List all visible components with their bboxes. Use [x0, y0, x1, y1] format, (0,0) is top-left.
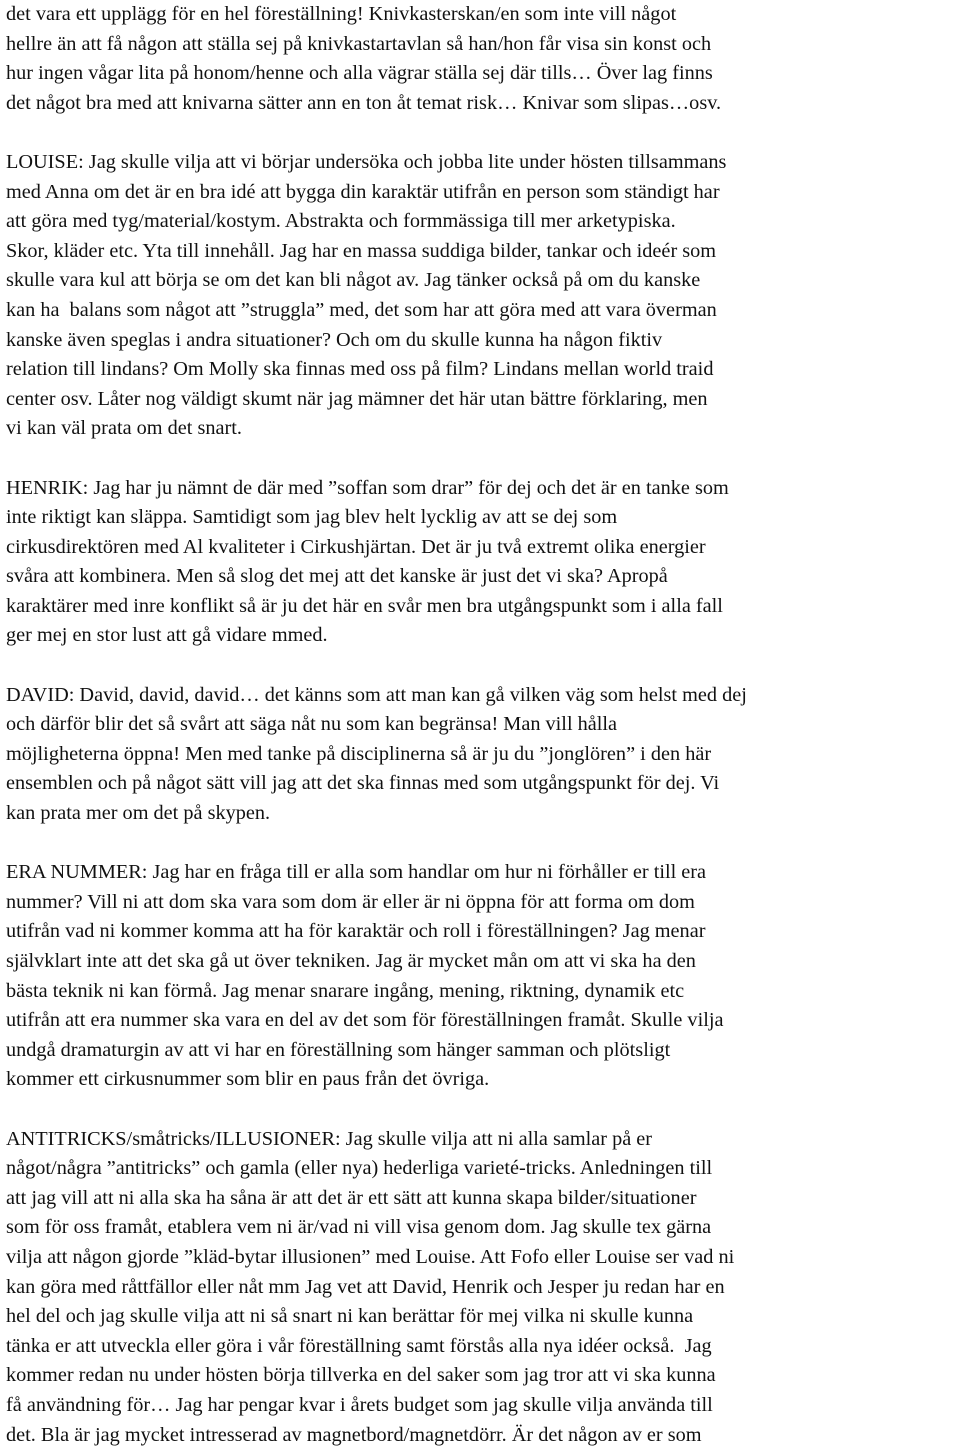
- text-line: undgå dramaturgin av att vi har en föreställning som hänger samman och plötsligt: [6, 1038, 671, 1061]
- text-line: hur ingen vågar lita på honom/henne och alla vägrar ställa sej där tills… Över lag finns: [6, 62, 713, 85]
- text-line: kommer redan nu under hösten börja tillverka en del saker som jag tror att vi ska kunna: [6, 1364, 716, 1387]
- text-line: utifrån vad ni kommer komma att ha för karaktär och roll i föreställningen? Jag menar: [6, 920, 706, 943]
- text-line: vi kan väl prata om det snart.: [6, 417, 242, 440]
- text-line: med Anna om det är en bra idé att bygga din karaktär utifrån en person som ständigt har: [6, 180, 720, 203]
- text-line: center osv. Låter nog väldigt skumt när jag mämner det här utan bättre förklaring, men: [6, 387, 708, 410]
- text-line: det något bra med att knivarna sätter ann en ton åt temat risk… Knivar som slipas…osv.: [6, 91, 722, 114]
- text-line: kanske även speglas i andra situationer? Och om du skulle kunna ha någon fiktiv: [6, 328, 663, 351]
- text-line: HENRIK: Jag har ju nämnt de där med ”soffan som drar” för dej och det är en tanke som: [6, 476, 729, 499]
- text-line: tänka er att utveckla eller göra i vår föreställning samt förstås alla nya idéer också. Jag: [6, 1334, 712, 1357]
- text-line: hellre än att få någon att ställa sej på knivkastartavlan så han/hon får visa sin konst och: [6, 32, 712, 55]
- text-line: kommer ett cirkusnummer som blir en paus från det övriga.: [6, 1068, 490, 1091]
- text-line: cirkusdirektören med Al kvaliteter i Cirkushjärtan. Det är ju två extremt olika energier: [6, 535, 706, 558]
- text-line: inte riktigt kan släppa. Samtidigt som jag blev helt lycklig av att se dej som: [6, 506, 618, 529]
- paragraph-spacer: [6, 444, 958, 474]
- text-line: utifrån att era nummer ska vara en del av det som för föreställningen framåt. Skulle vilja: [6, 1009, 724, 1032]
- text-line: det vara ett upplägg för en hel föreställning! Knivkasterskan/en som inte vill något: [6, 3, 677, 25]
- text-line: hel del och jag skulle vilja att ni så snart ni kan berättar för mej vilka ni skulle kunna: [6, 1305, 694, 1328]
- paragraph-spacer: [6, 1095, 958, 1125]
- paragraph: [6, 681, 958, 829]
- text-line: ensemblen och på något sätt vill jag att det ska finnas med som utgångspunkt för dej. Vi: [6, 772, 720, 795]
- text-line: vilja att någon gjorde ”kläd-bytar illusionen” med Louise. Att Fofo eller Louise ser vad ni: [6, 1245, 735, 1268]
- text-line: Skor, kläder etc. Yta till innehåll. Jag har en massa suddiga bilder, tankar och ideér som: [6, 239, 717, 262]
- text-line: kan ha balans som något att ”struggla” med, det som har att göra med att vara överman: [6, 298, 717, 321]
- paragraph-spacer: [6, 829, 958, 859]
- text-line: något/några ”antitricks” och gamla (eller nya) hederliga varieté-tricks. Anledningen till: [6, 1157, 713, 1180]
- text-line: skulle vara kul att börja se om det kan bli något av. Jag tänker också på om du kanske: [6, 269, 701, 292]
- text-line: bästa teknik ni kan förmå. Jag menar snarare ingång, mening, riktning, dynamik etc: [6, 979, 685, 1002]
- text-line: att göra med tyg/material/kostym. Abstrakta och formmässiga till mer arketypiska.: [6, 210, 676, 233]
- document-page: [6, 0, 958, 1450]
- text-line: det. Bla är jag mycket intresserad av magnetbord/magnetdörr. Är det någon av er som: [6, 1423, 702, 1446]
- text-line: och därför blir det så svårt att säga nåt nu som kan begränsa! Man vill hålla: [6, 713, 618, 736]
- paragraph: [6, 858, 958, 1095]
- text-line: möjligheterna öppna! Men med tanke på disciplinerna så är ju du ”jonglören” i den här: [6, 742, 712, 765]
- text-line: karaktärer med inre konflikt så är ju det här en svår men bra utgångspunkt som i alla fall: [6, 594, 723, 617]
- paragraph: [6, 1125, 958, 1450]
- text-line: kan göra med råttfällor eller nåt mm Jag vet att David, Henrik och Jesper ju redan har en: [6, 1275, 725, 1298]
- text-line: som för oss framåt, etablera vem ni är/vad ni vill visa genom dom. Jag skulle tex gärna: [6, 1216, 712, 1239]
- text-line: svåra att kombinera. Men så slog det mej att det kanske är just det vi ska? Apropå: [6, 565, 668, 588]
- text-line: DAVID: David, david, david… det känns som att man kan gå vilken väg som helst med dej: [6, 683, 747, 706]
- text-line: att jag vill att ni alla ska ha såna är att det är ett sätt att kunna skapa bilder/situationer: [6, 1186, 697, 1209]
- text-line: LOUISE: Jag skulle vilja att vi börjar undersöka och jobba lite under hösten tillsammans: [6, 150, 727, 173]
- text-line: ANTITRICKS/småtricks/ILLUSIONER: Jag skulle vilja att ni alla samlar på er: [6, 1127, 653, 1150]
- text-line: kan prata mer om det på skypen.: [6, 802, 271, 825]
- text-line: få användning för… Jag har pengar kvar i årets budget som jag skulle vilja använda till: [6, 1393, 713, 1416]
- paragraph-spacer: [6, 651, 958, 681]
- paragraph: [6, 148, 958, 444]
- text-line: självklart inte att det ska gå ut över tekniken. Jag är mycket mån om att vi ska ha den: [6, 950, 696, 972]
- text-line: nummer? Vill ni att dom ska vara som dom är eller är ni öppna för att forma om dom: [6, 890, 695, 913]
- text-line: ger mej en stor lust att gå vidare mmed.: [6, 624, 328, 647]
- paragraph: [6, 0, 958, 118]
- paragraph: [6, 474, 958, 652]
- text-line: ERA NUMMER: Jag har en fråga till er alla som handlar om hur ni förhåller er till era: [6, 861, 707, 884]
- text-line: relation till lindans? Om Molly ska finnas med oss på film? Lindans mellan world traid: [6, 358, 714, 381]
- paragraph-spacer: [6, 118, 958, 148]
